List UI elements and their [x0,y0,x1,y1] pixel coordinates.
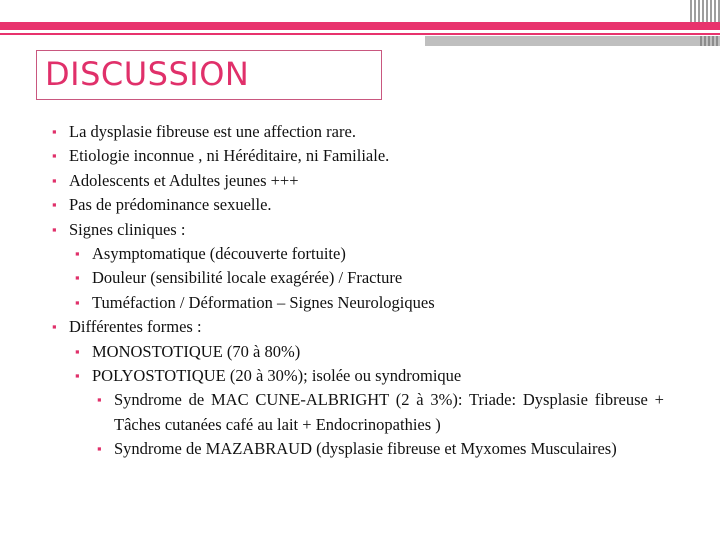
list-item [52,218,664,242]
list-item-text: Etiologie inconnue , ni Héréditaire, ni Familiale. [69,146,390,166]
list-item-text: Syndrome de MAZABRAUD (dysplasie fibreuse et Myxomes Musculaires) [114,439,617,459]
square-bullet-icon: ▪ [97,441,102,457]
square-bullet-icon: ▪ [52,197,57,213]
list-item-text: Douleur (sensibilité locale exagérée) / Fracture [92,268,403,288]
bullet-list [52,120,664,462]
list-item [52,169,664,193]
accent-line [0,33,720,35]
list-item [52,315,664,339]
list-item-text: Asymptomatique (découverte fortuite) [92,244,346,264]
list-item [52,364,664,388]
square-bullet-icon: ▪ [75,246,80,262]
list-item-text: La dysplasie fibreuse est une affection rare. [69,122,356,141]
list-item-text: MONOSTOTIQUE (70 à 80%) [92,341,301,361]
square-bullet-icon: ▪ [52,319,57,335]
list-item [52,144,664,168]
list-item [52,340,664,364]
decorative-stripes-lower [700,36,720,46]
list-item [52,120,664,144]
title-box [36,50,382,100]
list-item [52,193,664,217]
square-bullet-icon: ▪ [75,270,80,286]
list-item-text: Pas de prédominance sexuelle. [69,195,272,215]
list-item-text: Tuméfaction / Déformation – Signes Neurologiques [92,292,435,312]
list-item-text: Adolescents et Adultes jeunes +++ [69,170,299,190]
decorative-stripes [690,0,720,22]
slide-title: DISCUSSION [45,55,250,93]
square-bullet-icon: ▪ [75,294,80,310]
square-bullet-icon: ▪ [97,392,102,408]
list-item [52,388,664,437]
square-bullet-icon: ▪ [75,368,80,384]
list-item-text: POLYOSTOTIQUE (20 à 30%); isolée ou syndromique [92,366,462,386]
gray-band [425,36,720,46]
square-bullet-icon: ▪ [52,148,57,164]
list-item [52,437,664,461]
list-item [52,266,664,290]
list-item [52,242,664,266]
list-item-text: Signes cliniques : [69,219,186,239]
list-item [52,291,664,315]
accent-band [0,22,720,30]
square-bullet-icon: ▪ [52,172,57,188]
square-bullet-icon: ▪ [52,124,57,139]
list-item-text: Différentes formes : [69,317,202,337]
list-item-text: Syndrome de MAC CUNE-ALBRIGHT (2 à 3%): Triade: Dysplasie fibreuse + Tâches cutanées café au lait + Endocrinopathies ) [114,390,664,434]
top-band [0,0,720,22]
square-bullet-icon: ▪ [75,343,80,359]
square-bullet-icon: ▪ [52,221,57,237]
